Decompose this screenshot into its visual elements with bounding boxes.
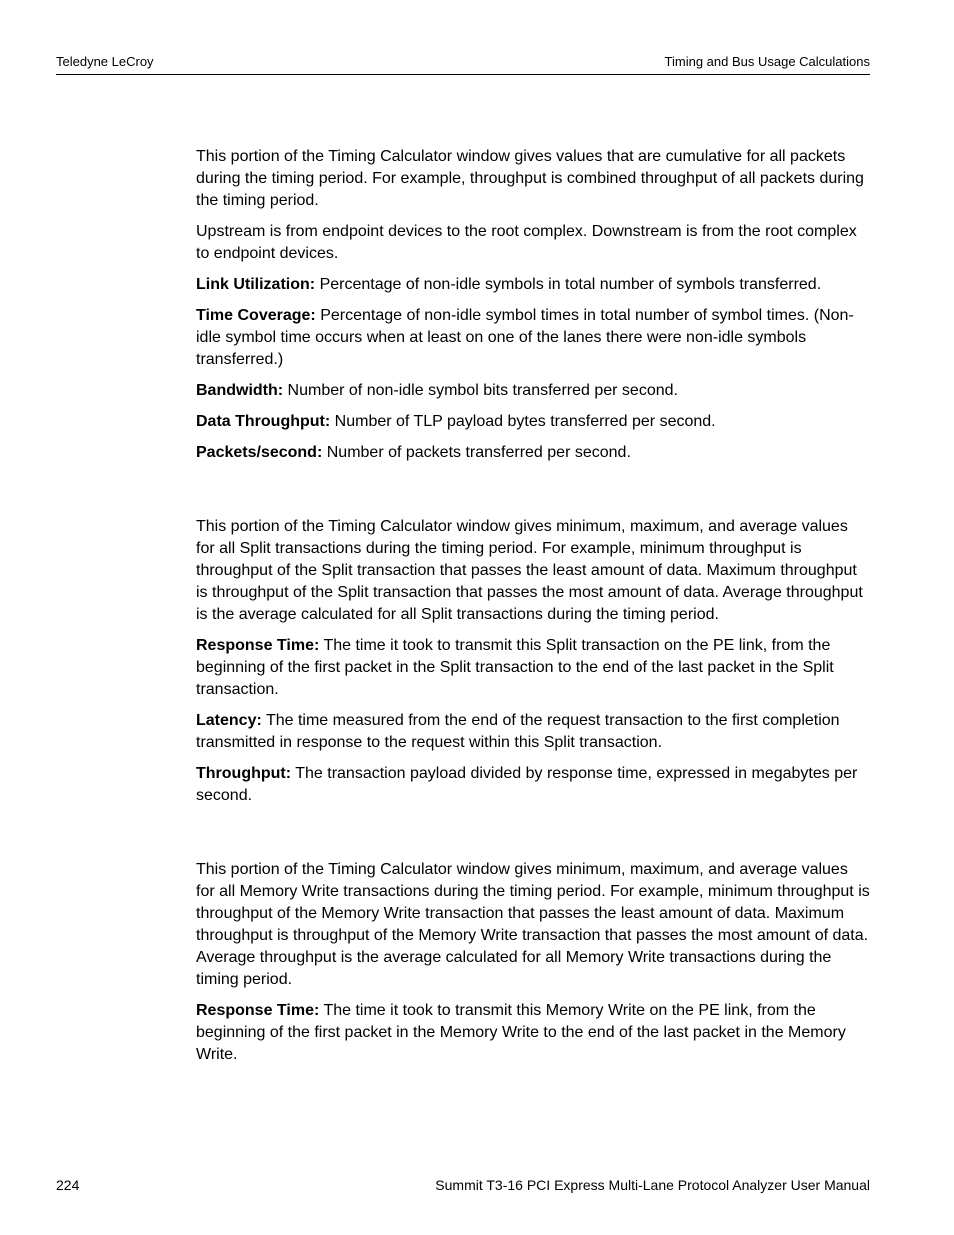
paragraph [196,516,870,626]
term-label: Packets/second: [196,444,323,461]
paragraph-text: This portion of the Timing Calculator window gives minimum, maximum, and average values for all Split transactions during the timing period. For example, minimum throughput is throughput of the Split transaction that passes the least amount of data. Maximum throughput is throughput of the Split transaction that passes the most amount of data. Average throughput is the average calculated for all Split transactions during the timing period. [196,518,863,623]
definition-text: Number of packets transferred per second. [326,444,631,461]
term-label: Latency: [196,712,262,729]
term-label: Response Time: [196,1002,320,1019]
definition-text: The time it took to transmit this Memory Write on the PE link, from the beginning of the first packet in the Memory Write to the end of the last packet in the Memory Write. [196,1002,846,1063]
definition-packets-per-second [196,442,870,464]
definition-link-utilization [196,274,870,296]
term-label: Response Time: [196,637,320,654]
definition-text: The transaction payload divided by response time, expressed in megabytes per second. [196,765,858,804]
definition-text: The time measured from the end of the request transaction to the first completion transmitted in response to the request within this Split transaction. [196,712,840,751]
definition-throughput [196,763,870,807]
page-body [196,146,870,1075]
paragraph [196,221,870,265]
term-label: Bandwidth: [196,382,284,399]
memory-write-section [196,859,870,1066]
definition-text: Percentage of non-idle symbol times in total number of symbol times. (Non-idle symbol time occurs when at least on one of the lanes there were non-idle symbols transferred.) [196,307,854,368]
term-label: Link Utilization: [196,276,316,293]
paragraph-text: This portion of the Timing Calculator window gives values that are cumulative for all packets during the timing period. For example, throughput is combined throughput of all packets during the timing period. [196,148,864,209]
definition-text: Number of non-idle symbol bits transferred per second. [287,382,678,399]
paragraph-text: Upstream is from endpoint devices to the root complex. Downstream is from the root complex to endpoint devices. [196,223,857,262]
definition-response-time [196,1000,870,1066]
definition-text: Percentage of non-idle symbols in total number of symbols transferred. [319,276,822,293]
term-label: Time Coverage: [196,307,316,324]
header-company: Teledyne LeCroy [56,54,154,69]
split-transactions-section [196,516,870,807]
page-number: 224 [56,1177,80,1193]
term-label: Data Throughput: [196,413,331,430]
definition-latency [196,710,870,754]
paragraph [196,146,870,212]
paragraph [196,859,870,991]
definition-bandwidth [196,380,870,402]
paragraph-text: This portion of the Timing Calculator window gives minimum, maximum, and average values for all Memory Write transactions during the timing period. For example, minimum throughput is throughput of the Memory Write transaction that passes the least amount of data. Maximum throughput is throughput of the Memory Write transaction that passes the most amount of data. Average throughput is the average calculated for all Memory Write transactions during the timing period. [196,861,870,988]
definition-text: The time it took to transmit this Split transaction on the PE link, from the beginning of the first packet in the Split transaction to the end of the last packet in the Split transaction. [196,637,834,698]
page-header [56,52,870,75]
definition-text: Number of TLP payload bytes transferred per second. [334,413,716,430]
header-chapter-title: Timing and Bus Usage Calculations [664,54,870,69]
definition-data-throughput [196,411,870,433]
definition-response-time [196,635,870,701]
term-label: Throughput: [196,765,292,782]
manual-title: Summit T3-16 PCI Express Multi-Lane Protocol Analyzer User Manual [435,1177,870,1193]
cumulative-values-section [196,146,870,464]
definition-time-coverage [196,305,870,371]
